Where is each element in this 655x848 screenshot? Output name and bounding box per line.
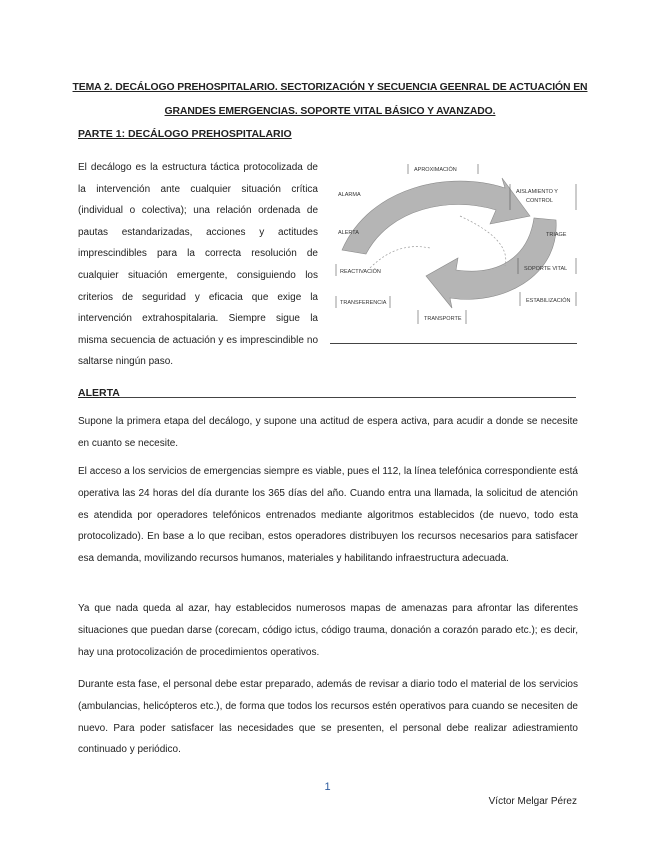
label-transferencia: TRANSFERENCIA bbox=[340, 300, 387, 306]
label-triage: TRIAGE bbox=[546, 232, 567, 238]
label-aproximacion: APROXIMACIÓN bbox=[414, 167, 457, 173]
label-soporte-vital: SOPORTE VITAL bbox=[524, 266, 568, 272]
label-control: CONTROL bbox=[526, 198, 553, 204]
document-title: TEMA 2. DECÁLOGO PREHOSPITALARIO. SECTORIZACIÓN Y SECUENCIA GEENRAL DE ACTUACIÓN EN GRANDES EMERGENCIAS. SOPORTE VITAL BÁSICO Y AVANZADO. bbox=[72, 82, 588, 117]
alerta-heading-row bbox=[78, 383, 576, 398]
body-paragraph: Supone la primera etapa del decálogo, y supone una actitud de espera activa, para acudir a donde se necesite en cuanto se necesite. bbox=[78, 416, 578, 449]
label-aislamiento: AISLAMIENTO Y bbox=[516, 189, 558, 195]
label-alerta: ALERTA bbox=[338, 230, 359, 236]
label-transporte: TRANSPORTE bbox=[424, 316, 462, 322]
author-name: Víctor Melgar Pérez bbox=[488, 796, 577, 807]
dashed-connector-left bbox=[370, 247, 430, 268]
part1-heading: PARTE 1: DECÁLOGO PREHOSPITALARIO bbox=[78, 128, 292, 140]
body-paragraph: Ya que nada queda al azar, hay establecidos numerosos mapas de amenazas para afrontar las diferentes situaciones que puedan darse (corecam, código ictus, código trauma, donación a corazón parado etc.); es decir, hay una protocolización de procedimientos operativos. bbox=[78, 603, 578, 658]
upper-cycle-arrow bbox=[342, 178, 530, 254]
decalogo-cycle-diagram bbox=[330, 158, 580, 348]
label-alarma: ALARMA bbox=[338, 192, 361, 198]
diagram-divider bbox=[330, 343, 577, 344]
page-number: 1 bbox=[324, 781, 331, 793]
label-estabilizacion: ESTABILIZACIÓN bbox=[526, 298, 571, 304]
intro-paragraph: El decálogo es la estructura táctica protocolizada de la intervención ante cualquier situación crítica (individual o colectiva); una relación ordenada de pautas estandarizadas, acciones y actitudes imprescindibles para la correcta resolución de cualquier situación emergente, consiguiendo los criterios de seguridad y eficacia que exige la intervención extrahospitalaria. Siempre sigue la misma secuencia de actuación y es imprescindible no saltarse ningún paso. bbox=[78, 162, 318, 368]
lower-cycle-arrow bbox=[426, 218, 556, 308]
dashed-connector-right bbox=[460, 216, 506, 266]
alerta-heading: ALERTA bbox=[78, 387, 120, 399]
body-paragraph: El acceso a los servicios de emergencias siempre es viable, pues el 112, la línea telefónica correspondiente está operativa las 24 horas del día durante los 365 días del año. Cuando entra una llamada, la solicitud de atención es atendida por operadores telefónicos entrenados mediante algoritmos establecidos (de nuevo, todo esta protocolizado). En base a lo que reciban, estos operadores distribuyen los recursos necesarios para satisfacer esa demanda, movilizando recursos humanos, materiales y habilitando infraestructura adecuada. bbox=[78, 466, 578, 565]
body-paragraph: Durante esta fase, el personal debe estar preparado, además de revisar a diario todo el material de los servicios (ambulancias, helicópteros etc.), de forma que todos los recursos estén operativos para cuando se necesiten de nuevo. Para poder satisfacer las necesidades que se presenten, el personal debe realizar adiestramiento continuado y periódico. bbox=[78, 679, 578, 756]
label-reactivacion: REACTIVACIÓN bbox=[340, 269, 381, 275]
